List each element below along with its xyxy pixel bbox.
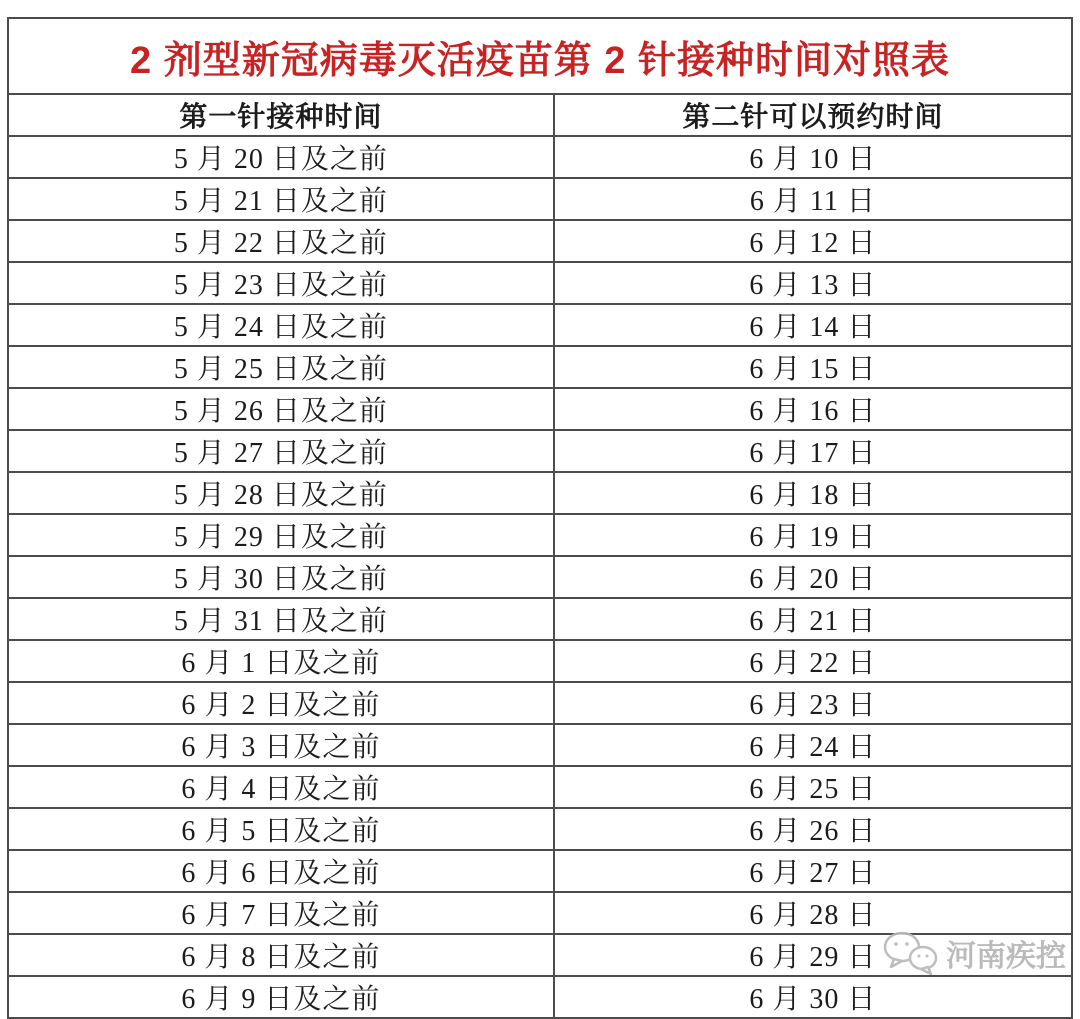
second-dose-cell: 6 月 19 日 — [554, 514, 1072, 556]
second-dose-cell: 6 月 30 日 — [554, 976, 1072, 1018]
first-dose-cell: 5 月 28 日及之前 — [8, 472, 554, 514]
second-dose-cell: 6 月 15 日 — [554, 346, 1072, 388]
table-row — [8, 850, 1072, 892]
table-row — [8, 556, 1072, 598]
vaccine-schedule-table — [7, 17, 1073, 1019]
watermark-text: 河南疾控 — [946, 940, 1066, 973]
second-dose-cell: 6 月 28 日 — [554, 892, 1072, 934]
second-dose-cell: 6 月 14 日 — [554, 304, 1072, 346]
table-row — [8, 976, 1072, 1018]
table-row — [8, 388, 1072, 430]
second-dose-cell: 6 月 23 日 — [554, 682, 1072, 724]
first-dose-cell: 5 月 23 日及之前 — [8, 262, 554, 304]
column-header-second-dose: 第二针可以预约时间 — [554, 94, 1072, 136]
table-row — [8, 598, 1072, 640]
table-row — [8, 346, 1072, 388]
first-dose-cell: 5 月 20 日及之前 — [8, 136, 554, 178]
second-dose-cell: 6 月 13 日 — [554, 262, 1072, 304]
table-row — [8, 640, 1072, 682]
table-row — [8, 766, 1072, 808]
first-dose-cell: 5 月 30 日及之前 — [8, 556, 554, 598]
table-row — [8, 892, 1072, 934]
table-row — [8, 178, 1072, 220]
second-dose-cell: 6 月 22 日 — [554, 640, 1072, 682]
table-row — [8, 262, 1072, 304]
first-dose-cell: 5 月 22 日及之前 — [8, 220, 554, 262]
first-dose-cell: 6 月 5 日及之前 — [8, 808, 554, 850]
table-row — [8, 220, 1072, 262]
first-dose-cell: 5 月 24 日及之前 — [8, 304, 554, 346]
second-dose-cell: 6 月 21 日 — [554, 598, 1072, 640]
table-row — [8, 136, 1072, 178]
first-dose-cell: 5 月 26 日及之前 — [8, 388, 554, 430]
first-dose-cell: 5 月 25 日及之前 — [8, 346, 554, 388]
table-row — [8, 304, 1072, 346]
table-row — [8, 472, 1072, 514]
second-dose-cell: 6 月 25 日 — [554, 766, 1072, 808]
first-dose-cell: 6 月 7 日及之前 — [8, 892, 554, 934]
second-dose-cell: 6 月 18 日 — [554, 472, 1072, 514]
second-dose-cell: 6 月 27 日 — [554, 850, 1072, 892]
table-title: 2 剂型新冠病毒灭活疫苗第 2 针接种时间对照表 — [8, 18, 1072, 94]
second-dose-cell: 6 月 26 日 — [554, 808, 1072, 850]
first-dose-cell: 5 月 21 日及之前 — [8, 178, 554, 220]
first-dose-cell: 6 月 9 日及之前 — [8, 976, 554, 1018]
table-row — [8, 430, 1072, 472]
title-row — [8, 18, 1072, 94]
second-dose-cell: 6 月 20 日 — [554, 556, 1072, 598]
first-dose-cell: 6 月 4 日及之前 — [8, 766, 554, 808]
table-body — [8, 136, 1072, 1018]
first-dose-cell: 5 月 31 日及之前 — [8, 598, 554, 640]
second-dose-cell: 6 月 12 日 — [554, 220, 1072, 262]
header-row — [8, 94, 1072, 136]
table-row — [8, 934, 1072, 976]
table-row — [8, 808, 1072, 850]
first-dose-cell: 6 月 1 日及之前 — [8, 640, 554, 682]
second-dose-cell: 6 月 16 日 — [554, 388, 1072, 430]
first-dose-cell: 6 月 2 日及之前 — [8, 682, 554, 724]
table-row — [8, 724, 1072, 766]
first-dose-cell: 5 月 27 日及之前 — [8, 430, 554, 472]
vaccine-schedule-sheet — [7, 17, 1073, 1019]
first-dose-cell: 6 月 8 日及之前 — [8, 934, 554, 976]
second-dose-cell: 6 月 29 日 — [554, 934, 1072, 976]
column-header-first-dose: 第一针接种时间 — [8, 94, 554, 136]
first-dose-cell: 6 月 3 日及之前 — [8, 724, 554, 766]
table-row — [8, 682, 1072, 724]
first-dose-cell: 6 月 6 日及之前 — [8, 850, 554, 892]
second-dose-cell: 6 月 11 日 — [554, 178, 1072, 220]
second-dose-cell: 6 月 10 日 — [554, 136, 1072, 178]
first-dose-cell: 5 月 29 日及之前 — [8, 514, 554, 556]
table-row — [8, 514, 1072, 556]
second-dose-cell: 6 月 17 日 — [554, 430, 1072, 472]
second-dose-cell: 6 月 24 日 — [554, 724, 1072, 766]
